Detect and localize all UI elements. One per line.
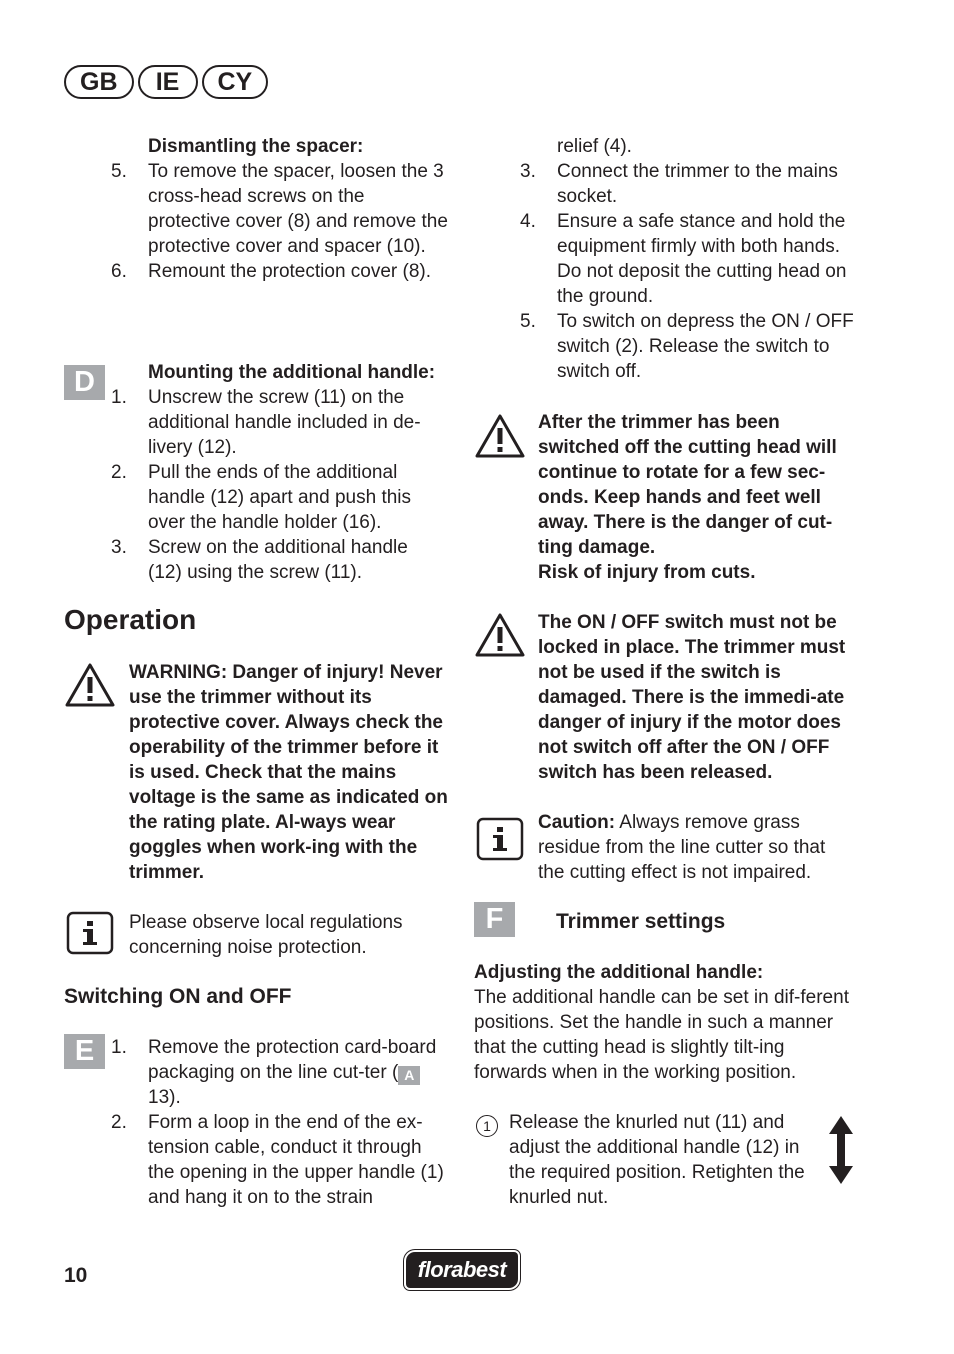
continued-text: relief (4).	[557, 136, 632, 157]
list-item	[111, 1035, 445, 1110]
step-text: Ensure a safe stance and hold the equipment firmly with both hands. Do not deposit the cutting head on the ground.	[557, 211, 847, 307]
step-number: 4.	[520, 211, 536, 232]
info-icon	[66, 911, 114, 955]
step-number: 5.	[520, 311, 536, 332]
figure-ref-a: A	[398, 1066, 420, 1085]
step-number: 2.	[111, 462, 127, 483]
caution-label: Caution:	[538, 812, 616, 833]
step-number: 1.	[111, 1037, 127, 1058]
step-text: Screw on the additional handle (12) using the screw (11).	[148, 537, 408, 583]
step-number: 2.	[111, 1112, 127, 1133]
list-item	[111, 535, 445, 585]
list-item	[520, 159, 862, 209]
step-text: Pull the ends of the additional handle (12) apart and push this over the handle holder (16).	[148, 462, 412, 533]
step-number: 1.	[111, 387, 127, 408]
caution-text: Always remove grass residue from the line cutter so that the cutting effect is not impaired.	[538, 812, 826, 883]
list-item	[111, 259, 451, 284]
adjust-text: The additional handle can be set in dif-ferent positions. Set the handle in such a manner that the cutting head is slightly tilt-ing forwards when in the working position.	[474, 987, 849, 1083]
warning-cutting-head-text: After the trimmer has been switched off the cutting head will continue to rotate for a few sec-onds. Keep hands and feet well away. There is the danger of cut-ting damage.	[538, 412, 837, 558]
step-text: Form a loop in the end of the ex-tension cable, conduct it through the opening in the upper handle (1) and hang it on to the strain	[148, 1112, 444, 1208]
step-text-before: Remove the protection card-board packaging on the line cut-ter (	[148, 1037, 437, 1083]
step-circle-number	[476, 1113, 498, 1138]
step-text: Remount the protection cover (8).	[148, 261, 432, 282]
step-text: To remove the spacer, loosen the 3 cross-head screws on the protective cover (8) and remove the protective cover and spacer (10).	[148, 161, 448, 257]
step-circle: 1	[476, 1115, 498, 1137]
switching-title: Switching ON and OFF	[64, 985, 292, 1008]
warning-switch: The ON / OFF switch must not be locked in place. The trimmer must not be used if the switch is damaged. There is the immedi-ate danger of injury if the motor does not switch off after the ON / OFF switch has been released.	[538, 612, 846, 783]
list-item	[111, 159, 451, 259]
step-adjust-text: Release the knurled nut (11) and adjust the additional handle (12) in the required position. Retighten the knurled nut.	[509, 1112, 805, 1208]
list-item	[520, 309, 862, 384]
spacer-heading: Dismantling the spacer:	[148, 136, 364, 157]
section-marker-f: F	[474, 902, 515, 937]
switch-steps-left	[111, 1035, 445, 1210]
operation-title: Operation	[64, 604, 197, 635]
info-icon	[476, 817, 524, 861]
section-marker-d: D	[64, 365, 105, 400]
country-badges	[64, 65, 268, 99]
handle-heading: Mounting the additional handle:	[148, 362, 436, 383]
list-item	[111, 460, 445, 535]
step-number: 5.	[111, 161, 127, 182]
double-arrow-icon	[827, 1114, 855, 1186]
step-number: 6.	[111, 261, 127, 282]
info-text: Please observe local regulations concerning noise protection.	[129, 912, 403, 958]
step-text-after: 13).	[148, 1087, 181, 1108]
switch-steps-right	[520, 159, 862, 384]
florabest-logo: florabest	[406, 1252, 518, 1288]
list-item	[111, 385, 445, 460]
list-item	[111, 1110, 445, 1210]
warning-cutting-head-risk: Risk of injury from cuts.	[538, 562, 756, 583]
caution-note	[538, 810, 850, 885]
list-item	[520, 209, 862, 309]
step-number: 3.	[520, 161, 536, 182]
step-text: To switch on depress the ON / OFF switch (2). Release the switch to switch off.	[557, 311, 854, 382]
warning-triangle-icon	[474, 612, 526, 658]
trimmer-settings-title: Trimmer settings	[556, 910, 726, 933]
step-text: Unscrew the screw (11) on the additional handle included in de-livery (12).	[148, 387, 421, 458]
badge-gb: GB	[64, 65, 134, 99]
handle-steps	[111, 385, 445, 585]
warning-triangle-icon	[64, 662, 116, 708]
badge-ie: IE	[138, 65, 198, 99]
step-text: Connect the trimmer to the mains socket.	[557, 161, 838, 207]
section-marker-e: E	[64, 1034, 105, 1069]
warning-cutting-head	[538, 410, 852, 585]
adjust-heading: Adjusting the additional handle:	[474, 962, 764, 983]
spacer-steps	[111, 159, 451, 284]
warning-text: WARNING: Danger of injury! Never use the trimmer without its protective cover. Always check the operability of the trimmer before it is used. Check that the mains voltage is the same as indicated on the rating plate. Al-ways wear goggles when work-ing with the trimmer.	[129, 662, 448, 883]
badge-cy: CY	[202, 65, 269, 99]
warning-triangle-icon	[474, 413, 526, 459]
step-number: 3.	[111, 537, 127, 558]
page-number: 10	[64, 1264, 88, 1287]
